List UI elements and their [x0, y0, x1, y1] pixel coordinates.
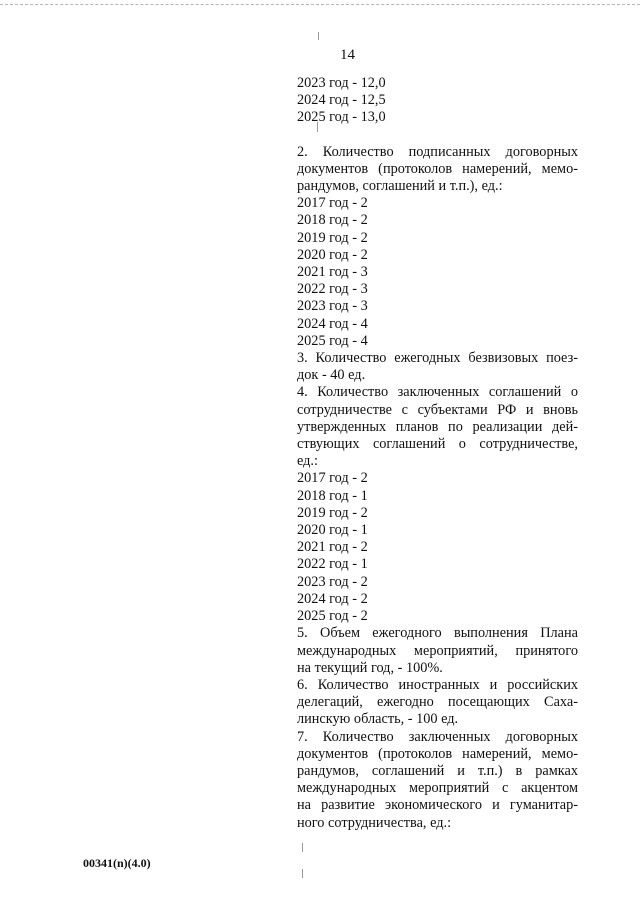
text-line: рандумов, соглашений и т.п.), ед.:: [297, 178, 503, 195]
text-line: 6. Количество иностранных и российских: [297, 676, 578, 693]
scan-mark: [318, 32, 319, 40]
text-line: утвержденных планов по реализации дей-: [297, 418, 578, 435]
text-line: 3. Количество ежегодных безвизовых поез-: [297, 350, 578, 367]
text-line: 2021 год - 3: [297, 264, 368, 281]
text-line: международных мероприятий, принятого: [297, 642, 578, 659]
text-line: док - 40 ед.: [297, 367, 366, 384]
text-line: на текущий год, - 100%.: [297, 659, 443, 676]
text-line: международных мероприятий с акцентом: [297, 780, 578, 797]
text-line: 7. Количество заключенных договорных: [297, 728, 578, 745]
scan-mark: [302, 869, 303, 878]
text-line: 2022 год - 3: [297, 281, 368, 298]
document-code: 00341(n)(4.0): [83, 856, 151, 870]
text-line: 2019 год - 2: [297, 229, 368, 246]
text-line: 5. Объем ежегодного выполнения Плана: [297, 625, 578, 642]
blank-line: [297, 127, 578, 144]
text-line: 4. Количество заключенных соглашений о: [297, 384, 578, 401]
text-line: 2025 год - 2: [297, 608, 368, 625]
text-line: 2018 год - 2: [297, 212, 368, 229]
text-line: 2020 год - 2: [297, 246, 368, 263]
text-line: 2024 год - 12,5: [297, 92, 386, 109]
text-line: 2. Количество подписанных договорных: [297, 143, 578, 160]
document-body: [297, 75, 578, 832]
text-line: 2020 год - 1: [297, 522, 368, 539]
text-line: линскую область, - 100 ед.: [297, 711, 459, 728]
text-line: 2023 год - 3: [297, 298, 368, 315]
text-line: 2022 год - 1: [297, 556, 368, 573]
text-line: сотрудничестве с субъектами РФ и вновь: [297, 401, 578, 418]
text-line: 2023 год - 2: [297, 573, 368, 590]
text-line: 2024 год - 4: [297, 315, 368, 332]
text-line: документов (протоколов намерений, мемо-: [297, 160, 578, 177]
text-line: 2017 год - 2: [297, 470, 368, 487]
text-line: ед.:: [297, 453, 318, 470]
text-line: ного сотрудничества, ед.:: [297, 814, 452, 831]
scan-edge-line: [0, 4, 640, 5]
scan-mark: [302, 843, 303, 852]
text-line: делегаций, ежегодно посещающих Саха-: [297, 694, 578, 711]
text-line: 2018 год - 1: [297, 487, 368, 504]
text-line: ствующих соглашений о сотрудничестве,: [297, 436, 578, 453]
text-line: 2025 год - 4: [297, 332, 368, 349]
text-line: на развитие экономического и гуманитар-: [297, 797, 578, 814]
text-line: документов (протоколов намерений, мемо-: [297, 745, 578, 762]
text-line: 2019 год - 2: [297, 504, 368, 521]
text-line: 2017 год - 2: [297, 195, 368, 212]
text-line: 2025 год - 13,0: [297, 109, 386, 126]
text-line: 2021 год - 2: [297, 539, 368, 556]
text-line: 2024 год - 2: [297, 590, 368, 607]
text-line: 2023 год - 12,0: [297, 75, 386, 91]
text-line: рандумов, соглашений и т.п.) в рамках: [297, 762, 578, 779]
page-number: 14: [340, 47, 355, 63]
